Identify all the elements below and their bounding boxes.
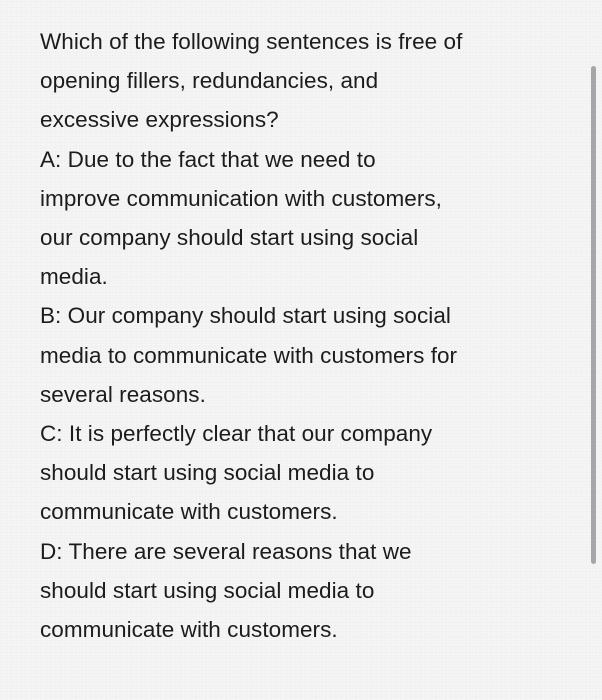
option-b: B: Our company should start using social media to communicate with customers for several reasons. (40, 303, 458, 407)
option-c: C: It is perfectly clear that our company should start using social media to communicate with customers. (40, 421, 433, 525)
option-d: D: There are several reasons that we should start using social media to communicate with customers. (40, 538, 412, 643)
note-body[interactable] (40, 22, 580, 649)
option-a: A: Due to the fact that we need to improve communication with customers, our company should start using social media. (40, 146, 442, 290)
question-text: Which of the following sentences is free of opening fillers, redundancies, and excessive expressions? (40, 29, 463, 133)
vertical-scrollbar[interactable] (591, 66, 596, 564)
